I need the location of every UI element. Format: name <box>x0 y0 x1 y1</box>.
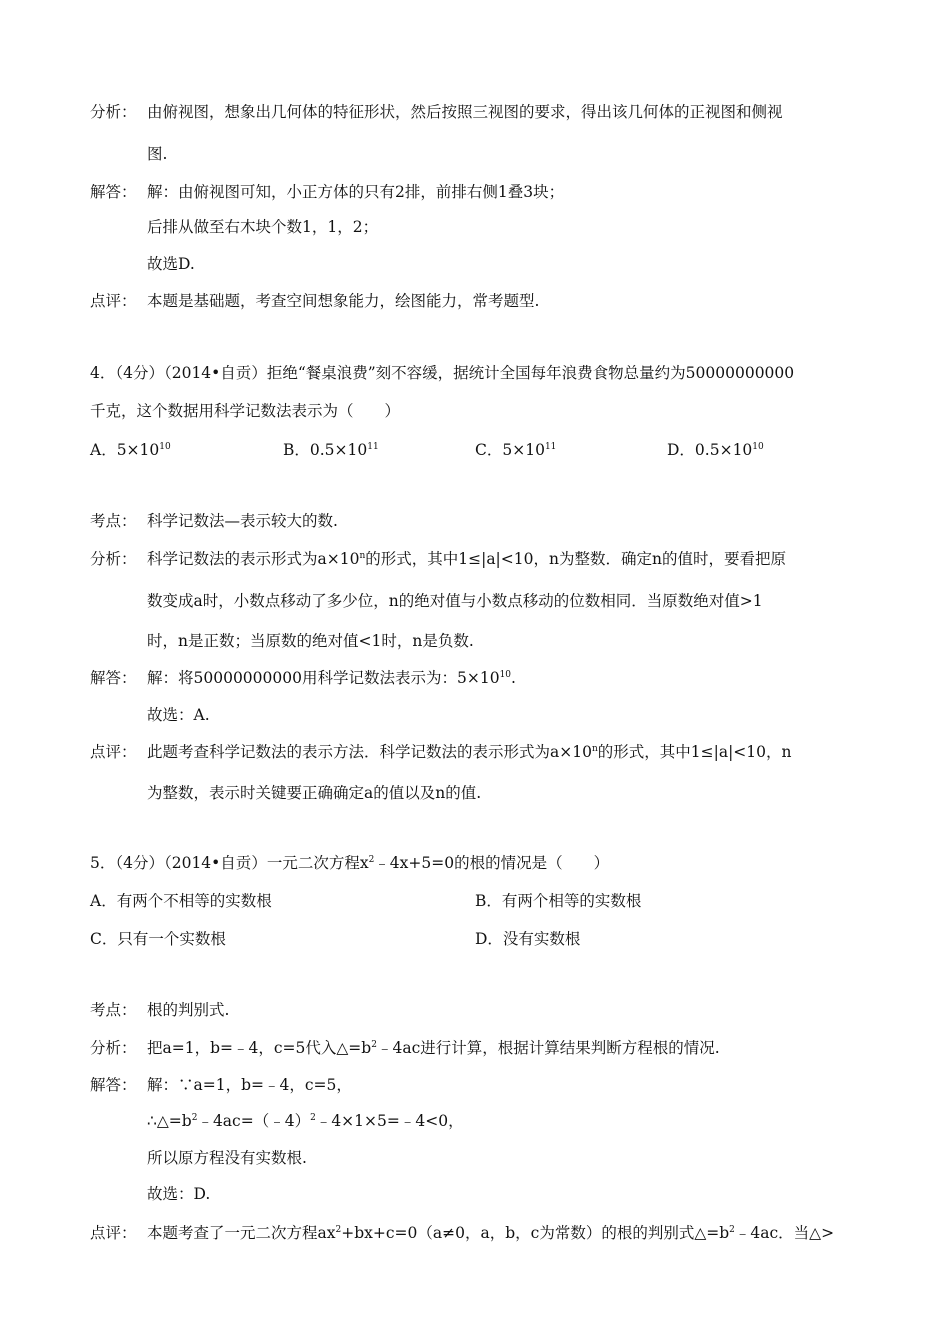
option-b: B．有两个相等的实数根 <box>475 892 642 910</box>
option-d: D．没有实数根 <box>475 930 581 948</box>
comment-text: 为整数，表示时关键要正确确定a的值以及n的值. <box>147 784 482 802</box>
comment-label: 点评： <box>90 743 137 761</box>
analysis-text: 数变成a时，小数点移动了多少位，n的绝对值与小数点移动的位数相同．当原数绝对值>1 <box>147 592 763 610</box>
point-text: 根的判别式. <box>147 1001 230 1019</box>
option-d: D．$0.5\times 10^{10}$ <box>667 441 764 459</box>
answer-text: 解：由俯视图可知，小正方体的只有2排，前排右侧1叠3块； <box>147 183 565 201</box>
point-text: 科学记数法—表示较大的数. <box>147 512 338 530</box>
answer-text: 故选：A. <box>147 706 210 724</box>
option-a: A．有两个不相等的实数根 <box>90 892 272 910</box>
answer-text: 故选D. <box>147 255 195 273</box>
analysis-text: 图. <box>147 145 168 163</box>
analysis-text: 把a=1，b=﹣4，c=5代入$\triangle=b^2﹣4ac$进行计算，根据计算结果判断方程根的情况. <box>147 1039 720 1057</box>
question-stem: 5．（4分）（2014•自贡）一元二次方程$x^2﹣4x+5=0$的根的情况是（ ） <box>90 854 610 872</box>
comment-label: 点评： <box>90 292 137 310</box>
comment-text: 此题考查科学记数法的表示方法．科学记数法的表示形式为$a\times 10^n$的形式，其中1≤|a|<10，n <box>147 743 792 761</box>
comment-label: 点评： <box>90 1224 137 1242</box>
question-stem: 千克，这个数据用科学记数法表示为（ ） <box>90 402 401 420</box>
analysis-text: 由俯视图，想象出几何体的特征形状，然后按照三视图的要求，得出该几何体的正视图和侧视 <box>147 103 783 121</box>
answer-label: 解答： <box>90 1076 137 1094</box>
answer-text: 所以原方程没有实数根. <box>147 1149 307 1167</box>
answer-label: 解答： <box>90 669 137 687</box>
answer-text: $\therefore\triangle=b^2﹣4ac=(﹣4)^2﹣4\times 1\times 5=﹣4<0$， <box>147 1112 464 1130</box>
analysis-label: 分析： <box>90 1039 137 1057</box>
answer-text: 故选：D. <box>147 1185 211 1203</box>
option-c: C．只有一个实数根 <box>90 930 226 948</box>
analysis-text: 时，n是正数；当原数的绝对值<1时，n是负数. <box>147 632 474 650</box>
answer-text: 解：将50000000000用科学记数法表示为：$5\times 10^{10}$. <box>147 669 516 687</box>
analysis-label: 分析： <box>90 550 137 568</box>
analysis-label: 分析： <box>90 103 137 121</box>
option-c: C．$5\times 10^{11}$ <box>475 441 557 459</box>
comment-text: 本题是基础题，考查空间想象能力，绘图能力，常考题型. <box>147 292 540 310</box>
answer-label: 解答： <box>90 183 137 201</box>
analysis-text: 科学记数法的表示形式为$a\times 10^n$的形式，其中1≤|a|<10，n为整数．确定n的值时，要看把原 <box>147 550 786 568</box>
option-b: B．$0.5\times 10^{11}$ <box>283 441 379 459</box>
comment-text: 本题考查了一元二次方程$ax^2+bx+c=0(a\ne 0$，a，b，c为常数）的根的判别式$\triangle=b^2﹣4ac$．当△> <box>147 1224 835 1242</box>
answer-text: 解：∵a=1，b=﹣4，c=5， <box>147 1076 352 1094</box>
option-a: A．$5\times 10^{10}$ <box>90 441 171 459</box>
answer-text: 后排从做至右木块个数1，1，2； <box>147 218 379 236</box>
point-label: 考点： <box>90 512 137 530</box>
point-label: 考点： <box>90 1001 137 1019</box>
question-stem: 4．（4分）（2014•自贡）拒绝“餐桌浪费”刻不容缓，据统计全国每年浪费食物总量约为50000000000 <box>90 364 795 382</box>
